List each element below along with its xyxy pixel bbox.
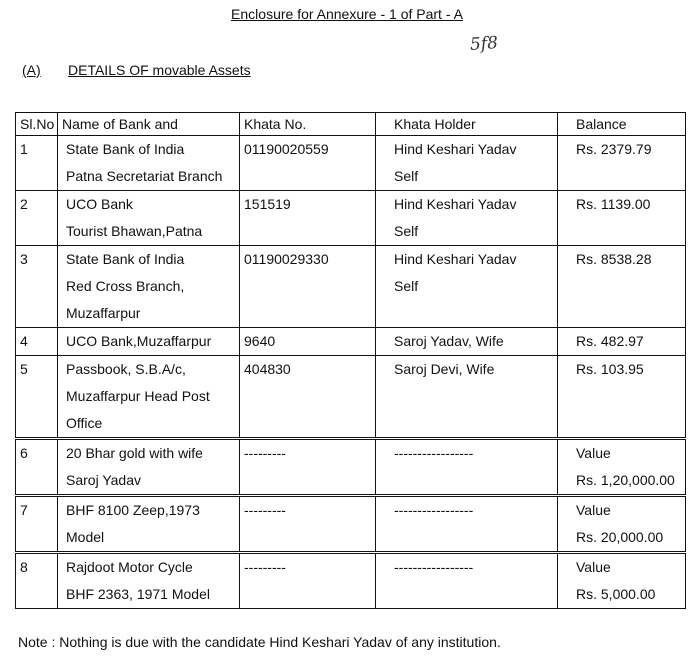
cell-bank-name-line: Office <box>66 415 103 431</box>
cell-bank-name-line: Model <box>66 529 105 545</box>
cell-bank-name-line: State Bank of India <box>66 141 185 157</box>
table-row <box>16 496 686 553</box>
cell-balance <box>558 328 686 356</box>
cell-balance <box>558 553 686 609</box>
table-header-row <box>16 113 686 136</box>
cell-khata-holder <box>376 136 558 191</box>
cell-balance <box>558 356 686 439</box>
cell-bank-name <box>58 496 240 553</box>
cell-balance-line: Rs. 2379.79 <box>576 141 652 157</box>
cell-khata-holder-line: ----------------- <box>394 559 474 575</box>
cell-bank-name-line: BHF 2363, 1971 Model <box>66 586 210 602</box>
cell-balance-line: Rs. 482.97 <box>576 333 644 349</box>
cell-balance-line: Value <box>576 502 611 518</box>
cell-khata-holder-line: Saroj Devi, Wife <box>394 361 495 377</box>
cell-bank-name-line: UCO Bank <box>66 196 133 212</box>
cell-khata-holder-line: Self <box>394 168 419 184</box>
cell-khata-holder-line: Self <box>394 223 419 239</box>
cell-sl-no: 4 <box>16 328 58 356</box>
cell-khata-holder-line: Self <box>394 278 419 294</box>
cell-khata-no: --------- <box>240 553 376 609</box>
cell-khata-holder <box>376 356 558 439</box>
cell-khata-no: 151519 <box>240 191 376 246</box>
cell-bank-name-line: Tourist Bhawan,Patna <box>66 223 203 239</box>
cell-balance-line: Rs. 1139.00 <box>576 196 651 212</box>
document-title: Enclosure for Annexure - 1 of Part - A <box>231 6 463 22</box>
cell-khata-no: --------- <box>240 439 376 496</box>
cell-balance <box>558 439 686 496</box>
table-row <box>16 553 686 609</box>
cell-bank-name-line: Red Cross Branch, <box>66 278 185 294</box>
section-title: DETAILS OF movable Assets <box>68 62 251 78</box>
cell-khata-holder-line: Hind Keshari Yadav <box>394 141 517 157</box>
cell-sl-no: 1 <box>16 136 58 191</box>
cell-khata-no: 01190020559 <box>240 136 376 191</box>
column-header: Khata No. <box>240 113 376 136</box>
cell-balance <box>558 191 686 246</box>
table-row <box>16 246 686 328</box>
cell-khata-holder <box>376 328 558 356</box>
cell-sl-no: 5 <box>16 356 58 439</box>
table-body <box>16 136 686 609</box>
section-label: (A) <box>22 62 41 78</box>
cell-balance-line: Rs. 103.95 <box>576 361 644 377</box>
cell-balance <box>558 246 686 328</box>
cell-khata-holder-line: ----------------- <box>394 502 474 518</box>
cell-bank-name-line: State Bank of India <box>66 251 185 267</box>
cell-bank-name <box>58 439 240 496</box>
table-row <box>16 136 686 191</box>
cell-khata-no: 404830 <box>240 356 376 439</box>
table-row <box>16 191 686 246</box>
cell-bank-name-line: Muzaffarpur Head Post <box>66 388 210 404</box>
cell-bank-name-line: 20 Bhar gold with wife <box>66 445 203 461</box>
cell-khata-holder <box>376 553 558 609</box>
cell-balance-line: Rs. 5,000.00 <box>576 586 656 602</box>
column-header: Balance <box>558 113 686 136</box>
cell-khata-holder <box>376 439 558 496</box>
cell-balance-line: Rs. 20,000.00 <box>576 529 664 545</box>
table-row <box>16 328 686 356</box>
cell-sl-no: 6 <box>16 439 58 496</box>
footer-note: Note : Nothing is due with the candidate Hind Keshari Yadav of any institution. <box>18 634 501 650</box>
cell-bank-name-line: Passbook, S.B.A/c, <box>66 361 186 377</box>
cell-bank-name-line: BHF 8100 Zeep,1973 <box>66 502 200 518</box>
cell-bank-name <box>58 191 240 246</box>
column-header: Khata Holder <box>376 113 558 136</box>
cell-khata-holder-line: Hind Keshari Yadav <box>394 251 517 267</box>
cell-balance-line: Value <box>576 559 611 575</box>
cell-bank-name <box>58 356 240 439</box>
column-header: Sl.No <box>16 113 58 136</box>
cell-bank-name <box>58 553 240 609</box>
table-row <box>16 439 686 496</box>
cell-bank-name-line: Rajdoot Motor Cycle <box>66 559 193 575</box>
cell-khata-no: 01190029330 <box>240 246 376 328</box>
cell-khata-holder-line: Hind Keshari Yadav <box>394 196 517 212</box>
cell-bank-name-line: Saroj Yadav <box>66 472 141 488</box>
cell-khata-holder-line: ----------------- <box>394 445 474 461</box>
cell-khata-holder <box>376 246 558 328</box>
cell-khata-holder-line: Saroj Yadav, Wife <box>394 333 504 349</box>
cell-bank-name <box>58 328 240 356</box>
column-header: Name of Bank and <box>58 113 240 136</box>
cell-balance <box>558 136 686 191</box>
cell-balance <box>558 496 686 553</box>
cell-bank-name <box>58 246 240 328</box>
cell-khata-holder <box>376 496 558 553</box>
table-row <box>16 356 686 439</box>
handwritten-page-number: 5f8 <box>469 33 499 55</box>
cell-khata-holder <box>376 191 558 246</box>
cell-balance-line: Value <box>576 445 611 461</box>
cell-bank-name-line: Patna Secretariat Branch <box>66 168 223 184</box>
cell-sl-no: 8 <box>16 553 58 609</box>
cell-bank-name-line: UCO Bank,Muzaffarpur <box>66 333 212 349</box>
cell-balance-line: Rs. 8538.28 <box>576 251 652 267</box>
cell-sl-no: 7 <box>16 496 58 553</box>
assets-table <box>15 112 686 609</box>
cell-sl-no: 2 <box>16 191 58 246</box>
cell-khata-no: --------- <box>240 496 376 553</box>
cell-sl-no: 3 <box>16 246 58 328</box>
cell-bank-name-line: Muzaffarpur <box>66 305 141 321</box>
cell-bank-name <box>58 136 240 191</box>
cell-khata-no: 9640 <box>240 328 376 356</box>
cell-balance-line: Rs. 1,20,000.00 <box>576 472 675 488</box>
